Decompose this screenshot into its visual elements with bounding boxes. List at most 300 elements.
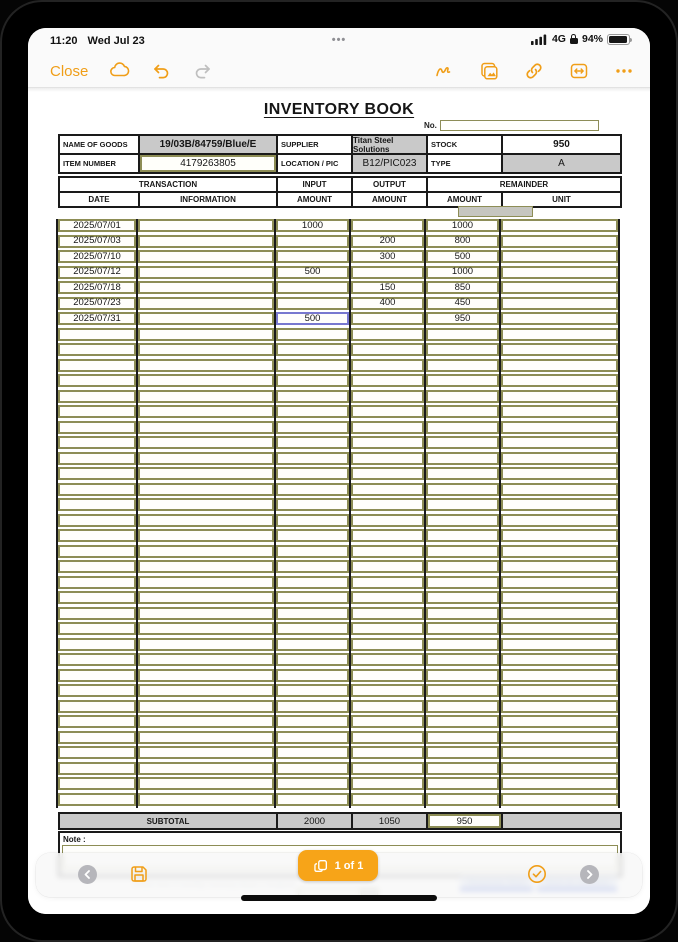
cell-date[interactable]	[58, 467, 136, 480]
cell-input[interactable]	[276, 529, 349, 542]
cell-input[interactable]	[276, 777, 349, 790]
cell-date[interactable]	[58, 777, 136, 790]
cell-information[interactable]	[138, 684, 274, 697]
cell-output[interactable]	[351, 452, 424, 465]
table-row	[58, 436, 618, 449]
cell-input[interactable]	[276, 793, 349, 806]
cell-unit[interactable]	[501, 297, 618, 310]
confirm-button[interactable]	[526, 863, 548, 885]
cell-date[interactable]	[58, 591, 136, 604]
cell-output[interactable]	[351, 483, 424, 496]
cell-output[interactable]	[351, 266, 424, 279]
cell-information[interactable]	[138, 777, 274, 790]
table-row	[58, 638, 618, 651]
table-row	[58, 374, 618, 387]
cell-unit[interactable]	[501, 653, 618, 666]
more-icon[interactable]	[613, 60, 635, 82]
cell-unit[interactable]	[501, 266, 618, 279]
supplier-value[interactable]: Titan Steel Solutions	[353, 136, 426, 153]
cell-remainder[interactable]	[426, 498, 499, 511]
cell-information[interactable]	[138, 607, 274, 620]
cell-date[interactable]	[58, 545, 136, 558]
cell-remainder[interactable]	[426, 514, 499, 527]
cell-input[interactable]	[276, 638, 349, 651]
cell-output[interactable]	[351, 777, 424, 790]
header-remainder-amount: AMOUNT	[428, 193, 501, 206]
table-row	[58, 405, 618, 418]
cell-unit[interactable]	[501, 591, 618, 604]
stock-value[interactable]: 950	[503, 136, 620, 153]
cell-information[interactable]	[138, 793, 274, 806]
cell-output[interactable]	[351, 669, 424, 682]
cell-remainder[interactable]: 1000	[426, 219, 499, 232]
cell-remainder[interactable]	[426, 793, 499, 806]
table-row	[58, 746, 618, 759]
cell-date[interactable]	[58, 529, 136, 542]
cell-unit[interactable]	[501, 638, 618, 651]
cell-unit[interactable]	[501, 777, 618, 790]
cell-unit[interactable]	[501, 498, 618, 511]
cell-output[interactable]	[351, 328, 424, 341]
cell-input[interactable]	[276, 483, 349, 496]
cell-information[interactable]	[138, 529, 274, 542]
no-input[interactable]	[440, 120, 599, 131]
cell-date[interactable]	[58, 374, 136, 387]
table-row	[58, 452, 618, 465]
home-indicator[interactable]	[241, 895, 437, 901]
cell-unit[interactable]	[501, 436, 618, 449]
gray-selection-box[interactable]	[458, 206, 533, 217]
battery-percent: 94%	[581, 33, 603, 45]
status-date: Wed Jul 23	[87, 35, 145, 47]
cell-date[interactable]	[58, 684, 136, 697]
cell-input[interactable]	[276, 576, 349, 589]
cell-unit[interactable]	[501, 715, 618, 728]
cell-output[interactable]	[351, 467, 424, 480]
screen	[28, 28, 650, 914]
cell-date[interactable]	[58, 514, 136, 527]
supplier-label: SUPPLIER	[278, 136, 351, 153]
transaction-table-header	[58, 176, 622, 208]
cell-input[interactable]	[276, 250, 349, 263]
cell-unit[interactable]	[501, 467, 618, 480]
table-row	[58, 421, 618, 434]
cell-unit[interactable]	[501, 746, 618, 759]
cell-remainder[interactable]	[426, 467, 499, 480]
cell-date[interactable]: 2025/07/18	[58, 281, 136, 294]
table-row	[58, 777, 618, 790]
cell-information[interactable]	[138, 266, 274, 279]
cell-input[interactable]	[276, 281, 349, 294]
cell-information[interactable]	[138, 297, 274, 310]
cell-information[interactable]	[138, 498, 274, 511]
cell-information[interactable]	[138, 250, 274, 263]
cell-date[interactable]	[58, 731, 136, 744]
cell-output[interactable]: 300	[351, 250, 424, 263]
cell-output[interactable]	[351, 638, 424, 651]
cell-date[interactable]: 2025/07/31	[58, 312, 136, 325]
table-row	[58, 235, 618, 248]
cell-information[interactable]	[138, 622, 274, 635]
cell-information[interactable]	[138, 343, 274, 356]
cell-date[interactable]	[58, 746, 136, 759]
cell-input[interactable]	[276, 762, 349, 775]
cell-date[interactable]: 2025/07/01	[58, 219, 136, 232]
cell-output[interactable]	[351, 405, 424, 418]
cell-date[interactable]	[58, 653, 136, 666]
cell-output[interactable]	[351, 219, 424, 232]
cell-date[interactable]	[58, 328, 136, 341]
cell-output[interactable]	[351, 684, 424, 697]
cell-information[interactable]	[138, 653, 274, 666]
cell-input[interactable]	[276, 359, 349, 372]
cell-unit[interactable]	[501, 700, 618, 713]
cell-information[interactable]	[138, 390, 274, 403]
cell-unit[interactable]	[501, 793, 618, 806]
cell-output[interactable]	[351, 653, 424, 666]
next-page-button[interactable]	[580, 865, 599, 884]
cell-unit[interactable]	[501, 560, 618, 573]
cell-input[interactable]	[276, 328, 349, 341]
cell-remainder[interactable]	[426, 560, 499, 573]
cell-information[interactable]	[138, 576, 274, 589]
cell-remainder[interactable]	[426, 715, 499, 728]
cell-remainder[interactable]: 950	[426, 312, 499, 325]
cell-information[interactable]	[138, 452, 274, 465]
cell-input[interactable]	[276, 684, 349, 697]
cell-information[interactable]	[138, 731, 274, 744]
cell-information[interactable]	[138, 591, 274, 604]
cell-input[interactable]	[276, 560, 349, 573]
cell-remainder[interactable]	[426, 700, 499, 713]
cell-date[interactable]	[58, 436, 136, 449]
cell-information[interactable]	[138, 405, 274, 418]
cell-remainder[interactable]	[426, 343, 499, 356]
subtotal-remainder: 950	[428, 814, 501, 828]
cell-date[interactable]: 2025/07/23	[58, 297, 136, 310]
cell-input[interactable]	[276, 591, 349, 604]
cell-output[interactable]	[351, 576, 424, 589]
status-menu-dots[interactable]: •••	[331, 34, 347, 46]
cell-output[interactable]	[351, 746, 424, 759]
cell-output[interactable]	[351, 700, 424, 713]
table-row	[58, 576, 618, 589]
cell-unit[interactable]	[501, 359, 618, 372]
cell-information[interactable]	[138, 560, 274, 573]
cell-output[interactable]	[351, 622, 424, 635]
cell-date[interactable]	[58, 669, 136, 682]
cell-unit[interactable]	[501, 328, 618, 341]
cell-unit[interactable]	[501, 622, 618, 635]
cell-unit[interactable]	[501, 514, 618, 527]
cell-input[interactable]	[276, 607, 349, 620]
table-row	[58, 607, 618, 620]
cell-output[interactable]	[351, 560, 424, 573]
cell-date[interactable]	[58, 793, 136, 806]
cell-input[interactable]	[276, 669, 349, 682]
cell-information[interactable]	[138, 235, 274, 248]
cell-input[interactable]	[276, 715, 349, 728]
cell-information[interactable]	[138, 762, 274, 775]
cell-input[interactable]	[276, 421, 349, 434]
page-indicator-label: 1 of 1	[334, 859, 364, 872]
cell-information[interactable]	[138, 715, 274, 728]
table-row	[58, 281, 618, 294]
cell-input[interactable]: 1000	[276, 219, 349, 232]
cell-input[interactable]	[276, 545, 349, 558]
cell-output[interactable]: 400	[351, 297, 424, 310]
cell-unit[interactable]	[501, 731, 618, 744]
cell-output[interactable]	[351, 793, 424, 806]
cell-information[interactable]	[138, 436, 274, 449]
cell-output[interactable]	[351, 545, 424, 558]
cell-input[interactable]	[276, 467, 349, 480]
cell-unit[interactable]	[501, 545, 618, 558]
cell-unit[interactable]	[501, 421, 618, 434]
status-time: 11:20	[50, 35, 78, 47]
cell-output[interactable]: 150	[351, 281, 424, 294]
cell-unit[interactable]	[501, 607, 618, 620]
cell-information[interactable]	[138, 359, 274, 372]
table-row	[58, 390, 618, 403]
cell-information[interactable]	[138, 700, 274, 713]
cell-unit[interactable]	[501, 235, 618, 248]
cell-output[interactable]	[351, 312, 424, 325]
cell-information[interactable]	[138, 219, 274, 232]
cell-remainder[interactable]	[426, 638, 499, 651]
cell-remainder[interactable]	[426, 483, 499, 496]
cell-output[interactable]	[351, 731, 424, 744]
cell-unit[interactable]	[501, 684, 618, 697]
previous-page-button[interactable]	[78, 865, 97, 884]
cell-output[interactable]	[351, 529, 424, 542]
pages-icon	[313, 858, 329, 874]
close-button[interactable]: Close	[50, 62, 89, 80]
transaction-rows	[58, 219, 618, 811]
table-row	[58, 483, 618, 496]
cell-date[interactable]	[58, 483, 136, 496]
cell-remainder[interactable]	[426, 421, 499, 434]
cell-date[interactable]: 2025/07/10	[58, 250, 136, 263]
cell-unit[interactable]	[501, 576, 618, 589]
cell-remainder[interactable]	[426, 359, 499, 372]
cell-output[interactable]	[351, 390, 424, 403]
cell-unit[interactable]	[501, 250, 618, 263]
cell-input[interactable]	[276, 731, 349, 744]
cell-input[interactable]	[276, 297, 349, 310]
cell-remainder[interactable]	[426, 746, 499, 759]
cell-date[interactable]	[58, 343, 136, 356]
cell-output[interactable]	[351, 359, 424, 372]
cell-input[interactable]	[276, 436, 349, 449]
table-row	[58, 669, 618, 682]
cell-input[interactable]	[276, 343, 349, 356]
cell-remainder[interactable]	[426, 436, 499, 449]
cell-information[interactable]	[138, 312, 274, 325]
cell-output[interactable]	[351, 374, 424, 387]
save-button[interactable]	[128, 863, 150, 885]
cell-remainder[interactable]	[426, 328, 499, 341]
cell-unit[interactable]	[501, 281, 618, 294]
signal-icon	[531, 34, 548, 45]
cell-input[interactable]	[276, 653, 349, 666]
cell-remainder[interactable]	[426, 405, 499, 418]
cell-input[interactable]	[276, 235, 349, 248]
cell-unit[interactable]	[501, 219, 618, 232]
cell-remainder[interactable]	[426, 576, 499, 589]
header-output: OUTPUT	[353, 178, 426, 191]
cell-unit[interactable]	[501, 343, 618, 356]
cell-output[interactable]	[351, 421, 424, 434]
cell-remainder[interactable]	[426, 591, 499, 604]
cell-date[interactable]	[58, 762, 136, 775]
cell-date[interactable]	[58, 638, 136, 651]
cell-remainder[interactable]: 800	[426, 235, 499, 248]
cell-date[interactable]	[58, 421, 136, 434]
cell-input[interactable]	[276, 514, 349, 527]
cell-unit[interactable]	[501, 374, 618, 387]
header-information: INFORMATION	[140, 193, 276, 206]
cell-information[interactable]	[138, 421, 274, 434]
cell-output[interactable]	[351, 715, 424, 728]
cell-remainder[interactable]	[426, 622, 499, 635]
cell-unit[interactable]	[501, 529, 618, 542]
cell-input[interactable]	[276, 746, 349, 759]
table-row	[58, 250, 618, 263]
cell-unit[interactable]	[501, 405, 618, 418]
scribble-icon[interactable]	[433, 60, 455, 82]
header-unit: UNIT	[503, 193, 620, 206]
cell-input[interactable]	[276, 452, 349, 465]
cell-information[interactable]	[138, 483, 274, 496]
cell-unit[interactable]	[501, 483, 618, 496]
media-icon[interactable]	[478, 60, 500, 82]
cell-information[interactable]	[138, 281, 274, 294]
subtotal-unit	[503, 814, 620, 828]
stock-label: STOCK	[428, 136, 501, 153]
cell-output[interactable]	[351, 436, 424, 449]
cell-information[interactable]	[138, 638, 274, 651]
cell-remainder[interactable]: 850	[426, 281, 499, 294]
cell-remainder[interactable]	[426, 684, 499, 697]
cell-remainder[interactable]	[426, 374, 499, 387]
cell-remainder[interactable]	[426, 545, 499, 558]
cell-output[interactable]	[351, 343, 424, 356]
cell-output[interactable]	[351, 498, 424, 511]
cell-input[interactable]	[276, 390, 349, 403]
item-number-value[interactable]: 4179263805	[140, 155, 276, 172]
cloud-icon[interactable]	[108, 60, 130, 82]
cell-remainder[interactable]	[426, 390, 499, 403]
cell-date[interactable]	[58, 359, 136, 372]
cell-unit[interactable]	[501, 669, 618, 682]
cell-date[interactable]: 2025/07/12	[58, 266, 136, 279]
header-date: DATE	[60, 193, 138, 206]
cell-information[interactable]	[138, 746, 274, 759]
type-value[interactable]: A	[503, 155, 620, 172]
cell-information[interactable]	[138, 374, 274, 387]
cell-information[interactable]	[138, 669, 274, 682]
cell-date[interactable]	[58, 715, 136, 728]
undo-icon[interactable]	[150, 60, 172, 82]
cell-date[interactable]	[58, 560, 136, 573]
cell-unit[interactable]	[501, 312, 618, 325]
cell-date[interactable]	[58, 452, 136, 465]
cell-output[interactable]: 200	[351, 235, 424, 248]
cell-date[interactable]	[58, 700, 136, 713]
cell-remainder[interactable]	[426, 452, 499, 465]
link-icon[interactable]	[523, 60, 545, 82]
cell-remainder[interactable]: 450	[426, 297, 499, 310]
chevron-left-icon	[83, 870, 92, 879]
cell-remainder[interactable]	[426, 607, 499, 620]
cell-information[interactable]	[138, 467, 274, 480]
cell-remainder[interactable]	[426, 731, 499, 744]
table-row	[58, 700, 618, 713]
cell-remainder[interactable]	[426, 777, 499, 790]
table-row	[58, 762, 618, 775]
cell-unit[interactable]	[501, 762, 618, 775]
cell-remainder[interactable]	[426, 653, 499, 666]
cell-information[interactable]	[138, 514, 274, 527]
subtotal-label: SUBTOTAL	[60, 814, 276, 828]
table-row	[58, 328, 618, 341]
cell-input[interactable]	[276, 700, 349, 713]
cell-date[interactable]	[58, 405, 136, 418]
cell-input[interactable]	[276, 405, 349, 418]
name-of-goods-value[interactable]: 19/03B/84759/Blue/E	[140, 136, 276, 153]
cell-date[interactable]	[58, 607, 136, 620]
table-row	[58, 529, 618, 542]
page-indicator-button[interactable]	[298, 850, 378, 881]
status-bar	[28, 28, 650, 54]
note-label: Note :	[63, 835, 86, 844]
cell-date[interactable]	[58, 622, 136, 635]
table-row	[58, 715, 618, 728]
cell-remainder[interactable]: 500	[426, 250, 499, 263]
location-value[interactable]: B12/PIC023	[353, 155, 426, 172]
cell-remainder[interactable]: 1000	[426, 266, 499, 279]
cell-input[interactable]: 500	[276, 266, 349, 279]
redo-icon[interactable]	[192, 60, 214, 82]
table-row	[58, 219, 618, 232]
cell-output[interactable]	[351, 514, 424, 527]
table-row	[58, 653, 618, 666]
cell-date[interactable]: 2025/07/03	[58, 235, 136, 248]
cell-input[interactable]	[276, 498, 349, 511]
cell-information[interactable]	[138, 545, 274, 558]
cell-input[interactable]	[276, 374, 349, 387]
cell-date[interactable]	[58, 498, 136, 511]
cell-unit[interactable]	[501, 390, 618, 403]
cell-information[interactable]	[138, 328, 274, 341]
cell-remainder[interactable]	[426, 669, 499, 682]
cell-output[interactable]	[351, 591, 424, 604]
cell-remainder[interactable]	[426, 762, 499, 775]
cell-width-icon[interactable]	[568, 60, 590, 82]
cell-output[interactable]	[351, 607, 424, 620]
cell-output[interactable]	[351, 762, 424, 775]
info-table	[58, 134, 622, 174]
cell-unit[interactable]	[501, 452, 618, 465]
cell-remainder[interactable]	[426, 529, 499, 542]
cell-input[interactable]	[276, 622, 349, 635]
header-transaction: TRANSACTION	[60, 178, 276, 191]
cell-date[interactable]	[58, 390, 136, 403]
subtotal-row	[58, 812, 622, 830]
cell-input[interactable]: 500	[276, 312, 349, 325]
cell-date[interactable]	[58, 576, 136, 589]
